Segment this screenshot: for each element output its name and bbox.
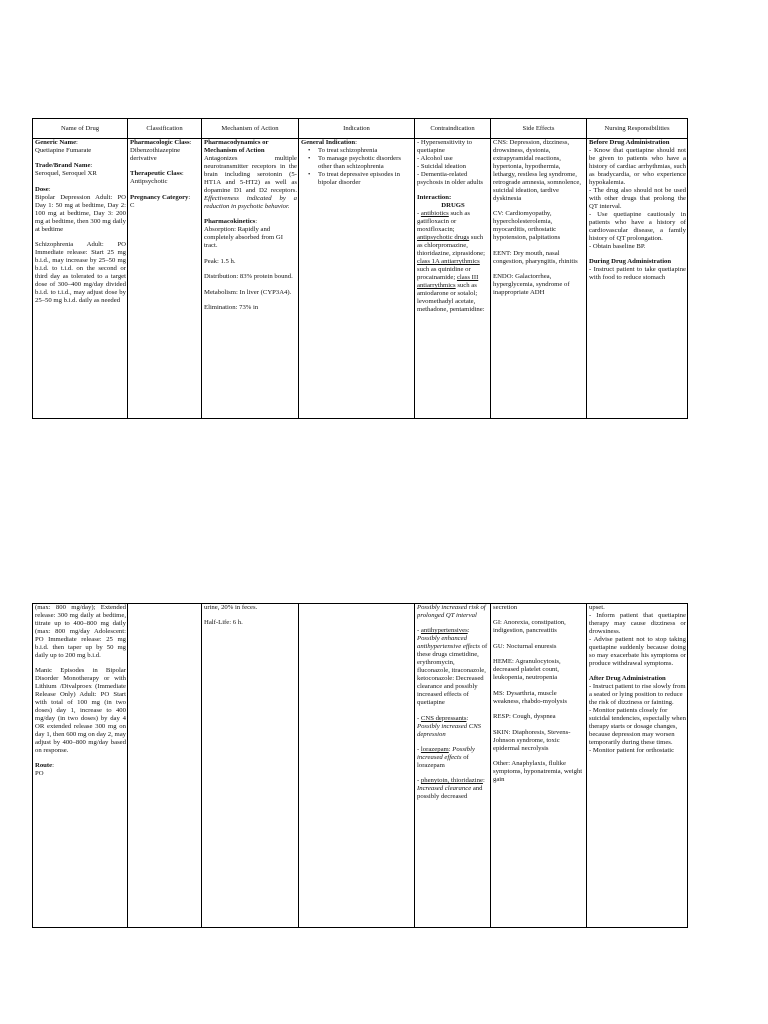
header-side-effects: Side Effects — [491, 119, 587, 139]
general-indication-label: General Indication — [301, 139, 356, 146]
table-header-row — [33, 119, 688, 139]
cell-classification: Pharmacologic Class: Dibenzothiazepine derivative Therapeutic Class: Antipsychotic Pregnancy Category: C — [128, 139, 202, 419]
absorption-text: Absorption: Rapidly and completely absorbed from GI tract. — [204, 226, 283, 250]
drug-study-table-page-2 — [32, 603, 688, 928]
before-drug-label: Before Drug Administration — [589, 139, 670, 146]
side-effect-cv: CV: Cardiomyopathy, hypercholesterolemia, myocarditis, orthostatic hypotension, palpitations — [493, 210, 561, 242]
route-value: PO — [35, 770, 44, 778]
dose-continued-text: (max: 800 mg/day); Extended release: 300 mg daily at bedtime, titrate up to 400–800 mg daily (max: 800 mg/day Adolescent: PO Immediate release: 25 mg b.i.d. then taper up by 50 mg daily up to 200 mg b.i.d. — [35, 604, 126, 659]
header-indication: Indication — [299, 119, 415, 139]
cell-name-of-drug: Generic Name: Quetiapine Fumarate Trade/Brand Name: Seroquel, Seroquel XR Dose: Bipolar Depression Adult: PO Day 1: 50 mg at bedtime, Day 2: 100 mg at bedtime, Day 3: 200 mg at bedtime, then 300 mg daily at bedtime Schizophrenia Adult: PO Immediate release: Start 25 mg b.i.d., may increase by 25–50 mg b.i.d. to t.i.d. on the second or third day as tolerated to a target dose of 300–400 mg/day divided b.i.d. to t.i.d., may adjust dose by 25–50 mg b.i.d. daily as needed — [33, 139, 128, 419]
antibiotics-term: antibiotics — [420, 210, 449, 218]
cell-name-of-drug: (max: 800 mg/day); Extended release: 300 mg daily at bedtime, titrate up to 400–800 mg daily (max: 800 mg/day Adolescent: PO Immediate release: 25 mg b.i.d. then taper up by 50 mg daily up to 200 mg b.i.d. Manic Episodes in Bipolar Disorder Monotherapy or with Lithium /Divalproex (Immediate Release Only) Adult: PO Start with total of 100 mg (in two doses) day 1, increase to 400 mg/day (in two doses) by day 4 OR extended release 300 mg on day 1, then 600 mg on day 2, may adjust by 400–800 mg/day based on response. Route: PO — [33, 604, 128, 928]
cell-nursing — [587, 604, 688, 928]
cell-contraindication: Possibly increased risk of prolonged QT interval - antihypertensives: Possibly enhanced antihypertensive effects of these drugs cimetidine, erythromycin, fluconazole, itraconazole, ketoconazole: Decreased clearance and possibly increased effects of quetiapine - CNS depressants: Possibly increased CNS depression - lorazepam: Possibly increased effects of lorazepam - phenytoin, thioridazine: Increased clearance and possibly decreased — [415, 604, 491, 928]
side-effect-resp: RESP: Cough, dyspnea — [493, 713, 556, 721]
interaction-label: Interaction: — [417, 194, 452, 202]
effectiveness-text: Effectiveness indicated by a reduction in psychotic behavior. — [204, 194, 297, 210]
therapeutic-class-label: Therapeutic Class — [130, 170, 182, 178]
cell-mechanism: Pharmacodynamics or Mechanism of Action Antagonizes multiple neurotransmitter receptors in the brain including serotonin (5-HT1A and 5-HT2) as well as dopamine D1 and D2 receptors. Effectiveness indicated by a reduction in psychotic behavior. Pharmacokinetics: Absorption: Rapidly and completely absorbed from GI tract. Peak: 1.5 h. Distribution: 83% protein bound. Metabolism: In liver (CYP3A4). Elimination: 73% in — [202, 139, 299, 419]
lorazepam-term: lorazepam — [420, 746, 449, 754]
pharmacokinetics-label: Pharmacokinetics — [204, 218, 256, 226]
nursing-item: - Instruct patient to take quetiapine with food to reduce stomach — [589, 266, 686, 281]
half-life-text: Half-Life: 6 h. — [204, 619, 243, 627]
table-row — [33, 604, 688, 928]
side-effect-heme: HEME: Agranulocytosis, decreased platelet count, leukopenia, neutropenia — [493, 658, 561, 682]
nursing-item: - Advise patient not to stop taking quetiapine suddenly because doing so may exacerbate his symptoms or produce withdrawal symptoms. — [589, 635, 686, 667]
drugs-label: DRUGS — [441, 202, 465, 210]
indication-list — [301, 147, 413, 187]
antihypertensives-term: antihypertensives — [420, 627, 468, 635]
peak-text: Peak: 1.5 h. — [204, 257, 236, 265]
nursing-item: - Know that quetiapine should not be given to patients who have a history of cardiac arrhythmias, such as bradycardia, or who experience hypokalemia. — [589, 146, 686, 186]
during-drug-label: During Drug Administration — [589, 258, 672, 266]
list-item: • To treat schizophrenia — [308, 146, 378, 154]
side-effect-endo: ENDO: Galactorrhea, hyperglycemia, syndrome of inappropriate ADH — [493, 273, 570, 296]
side-effect-gu: GU: Nocturnal enuresis — [493, 642, 557, 650]
table-row — [33, 139, 688, 419]
pharmacologic-class-value: Dibenzothiazepine derivative — [130, 146, 181, 162]
pregnancy-category-label: Pregnancy Category — [130, 193, 189, 201]
cell-nursing — [587, 139, 688, 419]
pharmacologic-class-label: Pharmacologic Class — [130, 139, 190, 146]
header-mechanism: Mechanism of Action — [202, 119, 299, 139]
cell-side-effects — [491, 139, 587, 419]
side-effect-eent: EENT: Dry mouth, nasal congestion, pharyngitis, rhinitis — [493, 249, 578, 265]
contraindication-item: - Hypersensitivity to quetiapine — [417, 139, 472, 154]
side-effect-skin: SKIN: Diaphoresis, Stevens-Johnson syndrome, toxic epidermal necrolysis — [493, 728, 571, 752]
elimination-text: Elimination: 73% in — [204, 304, 259, 311]
class3-term: class III antiarrythmics — [417, 274, 479, 289]
dose-label: Dose — [35, 185, 49, 193]
class1a-term: class 1A antiarrythmics — [417, 258, 480, 266]
cell-indication — [299, 604, 415, 928]
drug-study-table-page-1 — [32, 118, 688, 419]
header-contraindication: Contraindication — [415, 119, 491, 139]
after-drug-label: After Drug Administration — [589, 675, 666, 683]
elimination-continued-text: urine, 20% in feces. — [204, 604, 258, 611]
trade-name-value: Seroquel, Seroquel XR — [35, 170, 97, 178]
antipsychotic-term: antipsychotic drugs — [417, 234, 470, 242]
nursing-item: upset. — [589, 604, 605, 611]
trade-name-label: Trade/Brand Name — [35, 162, 91, 170]
dose-bipolar-text: Bipolar Depression Adult: PO Day 1: 50 mg at bedtime, Day 2: 100 mg at bedtime, Day 3: 200 mg at bedtime, then 300 mg daily at bedtime — [35, 193, 126, 233]
side-effect-other: Other: Anaphylaxis, flulike symptoms, hyponatremia, weight gain — [493, 760, 583, 784]
nursing-item: - Instruct patient to rise slowly from a seated or lying position to reduce the risk of dizziness or fainting. — [589, 683, 686, 707]
qt-interval-text: Possibly increased risk of prolonged QT interval — [417, 604, 486, 619]
header-nursing: Nursing Responsibilities — [587, 119, 688, 139]
therapeutic-class-value: Antipsychotic — [130, 178, 168, 186]
metabolism-text: Metabolism: In liver (CYP3A4). — [204, 288, 292, 296]
side-effect-ms: MS: Dysarthria, muscle weakness, rhabdo-myolysis — [493, 689, 567, 705]
generic-name-label: Generic Name — [35, 139, 77, 146]
dose-manic-text: Manic Episodes in Bipolar Disorder Monotherapy or with Lithium /Divalproex (Immediate Release Only) Adult: PO Start with total of 100 mg (in two doses) day 1, increase to 400 mg/day (in two doses) by day 4 OR extended release 300 mg on day 1, then 600 mg on day 2, may adjust by 400–800 mg/day based on response. — [35, 667, 126, 754]
contraindication-item: - Suicidal ideation — [417, 162, 467, 170]
contraindication-item: - Dementia-related psychosis in older adults — [417, 170, 483, 186]
cell-classification — [128, 604, 202, 928]
pregnancy-category-value: C — [130, 201, 135, 209]
cns-depressants-term: CNS depressants — [420, 714, 467, 722]
header-classification: Classification — [128, 119, 202, 139]
distribution-text: Distribution: 83% protein bound. — [204, 273, 293, 281]
list-item: • To manage psychotic disorders other than schizophrenia — [308, 154, 401, 170]
phenytoin-term: phenytoin, thioridazine — [420, 777, 483, 785]
side-effect-cns: CNS: Depression, dizziness, drowsiness, dystonia, extrapyramidal reactions, hypertonia, hypothermia, lethargy, restless leg syndrome, retrograde amnesia, somnolence, suicidal ideation, tardive dyskinesia — [493, 139, 582, 202]
nursing-item: - The drug also should not be used with other drugs that prolong the QT interval. — [589, 186, 686, 210]
cell-side-effects — [491, 604, 587, 928]
nursing-item: - Monitor patients closely for suicidal tendencies, especially when therapy starts or dosage changes, because depression may worsen temporarily during these times. — [589, 707, 686, 746]
dose-schizophrenia-text: Schizophrenia Adult: PO Immediate release: Start 25 mg b.i.d., may increase by 25–50 mg b.i.d. to t.i.d. on the second or third day as tolerated to a target dose of 300–400 mg/day divided b.i.d. to t.i.d., may adjust dose by 25–50 mg b.i.d. daily as needed — [35, 241, 126, 304]
cell-indication: General Indication: • To treat schizophrenia • To manage psychotic disorders other than schizophrenia • To treat depressive episodes in bipolar disorder — [299, 139, 415, 419]
nursing-item: - Inform patient that quetiapine therapy may cause dizziness or drowsiness. — [589, 611, 686, 635]
route-label: Route — [35, 762, 53, 770]
side-effect-gi: GI: Anorexia, constipation, indigestion, pancreatitis — [493, 619, 566, 635]
contraindication-item: - Alcohol use — [417, 154, 453, 162]
nursing-item: - Use quetiapine cautiously in patients who have a history of cardiovascular disease, a family history of QT prolongation. — [589, 210, 686, 242]
pharmacodynamics-text: Antagonizes multiple neurotransmitter receptors in the brain including serotonin (5-HT1A and 5-HT2) as well as dopamine D1 and D2 receptors. — [204, 154, 297, 194]
cell-mechanism — [202, 604, 299, 928]
cell-contraindication: - Hypersensitivity to quetiapine - Alcohol use - Suicidal ideation - Dementia-related psychosis in older adults Interaction: DRUGS - antibiotics such as gatifloxacin or moxifloxacin; antipsychotic drugs such as chlorpromazine, thioridazine, ziprasidone; class 1A antiarrythmics such as quinidine or procainamide; class III antiarrythmics such as amiodarone or sotalol; levomethadyl acetate, methadone, pentamidine: — [415, 139, 491, 419]
header-name-of-drug: Name of Drug — [33, 119, 128, 139]
side-effect-secretion: secretion — [493, 604, 518, 611]
nursing-item: - Obtain baseline BP. — [589, 242, 646, 250]
list-item: • To treat depressive episodes in bipolar disorder — [308, 170, 400, 186]
pharmacodynamics-label: Pharmacodynamics or Mechanism of Action — [204, 139, 269, 154]
generic-name-value: Quetiapine Fumarate — [35, 146, 92, 154]
nursing-item: - Monitor patient for orthostatic — [589, 746, 675, 754]
